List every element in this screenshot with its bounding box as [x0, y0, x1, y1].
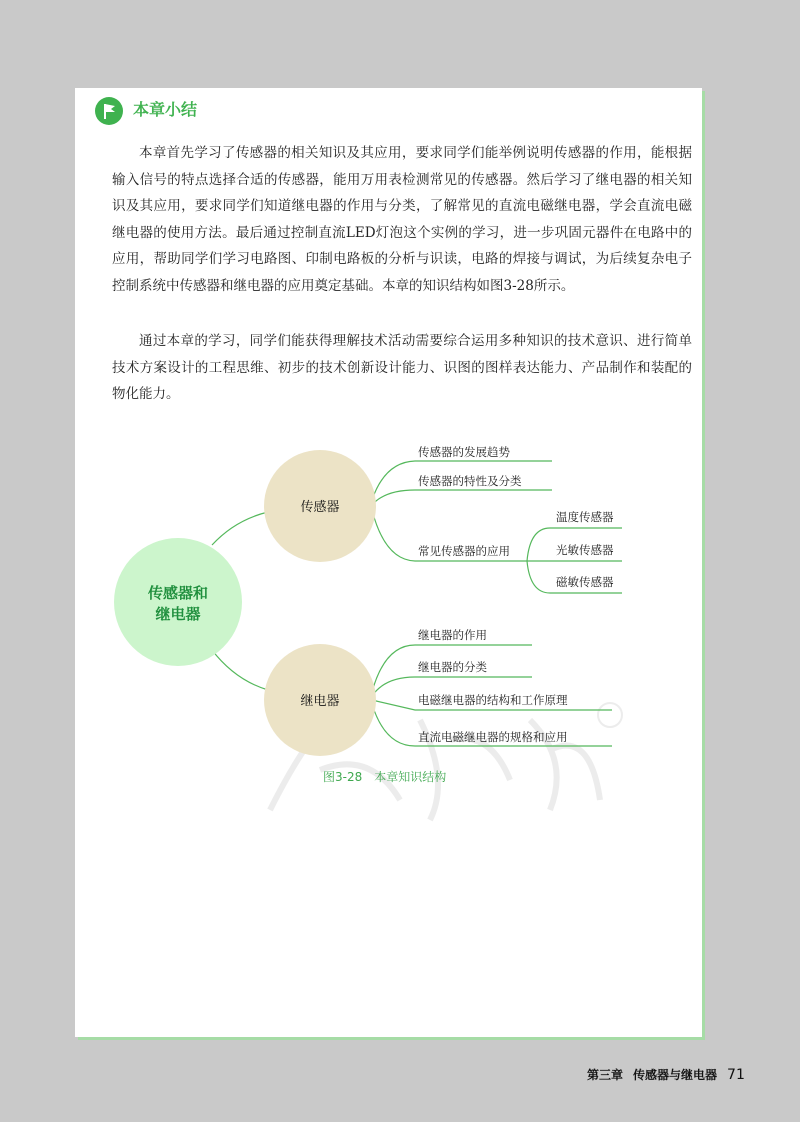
section-title: 本章小结: [133, 100, 198, 119]
footer-chapter: 第三章: [587, 1068, 624, 1082]
sensor-item: 传感器的发展趋势: [418, 445, 510, 459]
footer-title: 传感器与继电器: [633, 1068, 718, 1082]
root-node: [114, 538, 242, 666]
root-label-line-1: 传感器和: [147, 584, 209, 602]
sensor-sub-item: 光敏传感器: [556, 543, 614, 557]
sensor-item: 常见传感器的应用: [418, 544, 510, 558]
flag-icon: [95, 97, 123, 125]
relay-item: 直流电磁继电器的规格和应用: [418, 730, 568, 744]
relay-item: 继电器的分类: [418, 660, 487, 674]
summary-paragraph-1: 本章首先学习了传感器的相关知识及其应用，要求同学们能举例说明传感器的作用，能根据输入信号的特点选择合适的传感器，能用万用表检测常见的传感器。然后学习了继电器的相关知识及其应用，要求同学们知道继电器的作用与分类，了解常见的直流电磁继电器，学会直流电磁继电器的使用方法。最后通过控制直流LED灯泡这个实例的学习，进一步巩固元器件在电路中的应用，帮助同学们学习电路图、印制电路板的分析与识读，电路的焊接与调试，为后续复杂电子控制系统中传感器和继电器的应用奠定基础。本章的知识结构如图3-28所示。: [112, 145, 692, 294]
sensor-sub-item: 磁敏传感器: [556, 575, 614, 589]
knowledge-structure-diagram: [0, 430, 800, 770]
sensor-sub-item: 温度传感器: [556, 510, 614, 524]
sensor-item: 传感器的特性及分类: [418, 474, 522, 488]
page-footer: [587, 1066, 745, 1083]
page-number: 71: [727, 1067, 745, 1083]
relay-label: 继电器: [300, 694, 340, 709]
figure-caption: 图3-28 本章知识结构: [323, 770, 447, 784]
relay-item: 电磁继电器的结构和工作原理: [418, 693, 568, 707]
relay-item: 继电器的作用: [418, 628, 487, 642]
summary-paragraph-2: 通过本章的学习，同学们能获得理解技术活动需要综合运用多种知识的技术意识、进行简单技术方案设计的工程思维、初步的技术创新设计能力、识图的图样表达能力、产品制作和装配的物化能力。: [112, 333, 692, 402]
sensor-label: 传感器: [300, 500, 340, 515]
root-label-line-2: 继电器: [155, 605, 201, 623]
